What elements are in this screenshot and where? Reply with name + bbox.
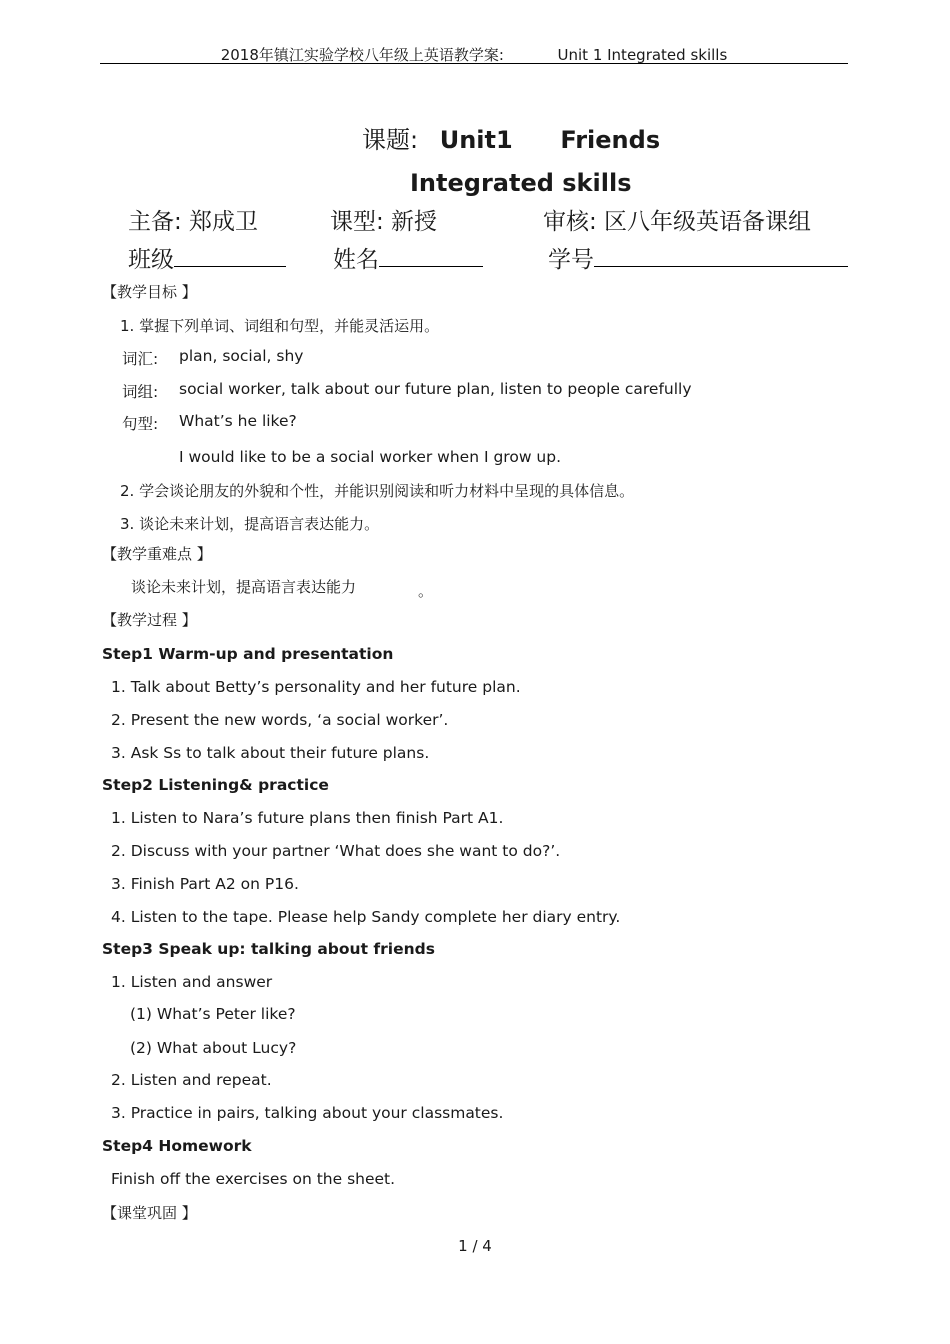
name-label: 姓名 [333,247,379,273]
sentence-2: I would like to be a social worker when I grow up. [179,448,562,466]
sentences-label: 句型: [122,415,159,433]
key-points-period: 。 [418,582,434,600]
title-prefix: 课题: [362,126,419,154]
process-heading: 【教学过程 】 [102,611,197,629]
class-blank[interactable] [174,244,286,267]
step3-item: 3. Practice in pairs, talking about your classmates. [111,1104,504,1122]
name-field [333,241,483,274]
step2-item: 2. Discuss with your partner ‘What does she want to do?’. [111,842,561,860]
preparer: 主备: 郑成卫 [128,209,259,235]
class-field [128,241,286,274]
reviewer: 审核: 区八年级英语备课组 [543,209,812,235]
step3-item: 1. Listen and answer [111,973,273,991]
title-subtitle: Integrated skills [410,169,632,197]
vocab-list: plan, social, shy [179,347,304,365]
key-points-text: 谈论未来计划，提高语言表达能力 [131,578,357,596]
phrases-list: social worker, talk about our future plan, listen to people carefully [179,380,692,398]
running-header [100,44,848,65]
phrases-label: 词组: [122,383,159,401]
step3-title: Step3 Speak up: talking about friends [102,940,435,958]
class-label: 班级 [128,247,174,273]
lesson-type: 课型: 新授 [330,209,438,235]
step4-title: Step4 Homework [102,1137,252,1155]
step3-subitem: (1) What’s Peter like? [130,1005,296,1023]
title-topic: Friends [560,126,661,154]
consolidation-heading: 【课堂巩固 】 [102,1204,197,1222]
header-right: Unit 1 Integrated skills [557,46,728,64]
step1-title: Step1 Warm-up and presentation [102,645,394,663]
step3-subitem: (2) What about Lucy? [130,1039,297,1057]
step1-item: 2. Present the new words, ‘a social worker’. [111,711,449,729]
step1-item: 3. Ask Ss to talk about their future plans. [111,744,430,762]
step2-title: Step2 Listening& practice [102,776,329,794]
step4-item: Finish off the exercises on the sheet. [111,1170,396,1188]
objective-3: 3. 谈论未来计划，提高语言表达能力。 [120,515,380,533]
objective-2: 2. 学会谈论朋友的外貌和个性，并能识别阅读和听力材料中呈现的具体信息。 [120,482,635,500]
step2-item: 4. Listen to the tape. Please help Sandy complete her diary entry. [111,908,621,926]
step1-item: 1. Talk about Betty’s personality and her future plan. [111,678,521,696]
vocab-label: 词汇: [122,350,159,368]
title-line [362,120,660,155]
sentence-1: What’s he like? [179,412,297,430]
page-number: 1 / 4 [458,1237,492,1255]
header-rule [100,63,848,64]
step3-item: 2. Listen and repeat. [111,1071,272,1089]
step2-item: 1. Listen to Nara’s future plans then finish Part A1. [111,809,504,827]
id-label: 学号 [548,247,594,273]
title-unit: Unit1 [439,126,513,154]
key-points-heading: 【教学重难点 】 [102,545,212,563]
id-field [548,241,848,274]
name-blank[interactable] [379,244,483,267]
id-blank[interactable] [594,244,848,267]
objective-1: 1. 掌握下列单词、词组和句型，并能灵活运用。 [120,317,440,335]
header-left: 2018年镇江实验学校八年级上英语教学案: [220,46,504,64]
objectives-heading: 【教学目标 】 [102,283,197,301]
step2-item: 3. Finish Part A2 on P16. [111,875,299,893]
